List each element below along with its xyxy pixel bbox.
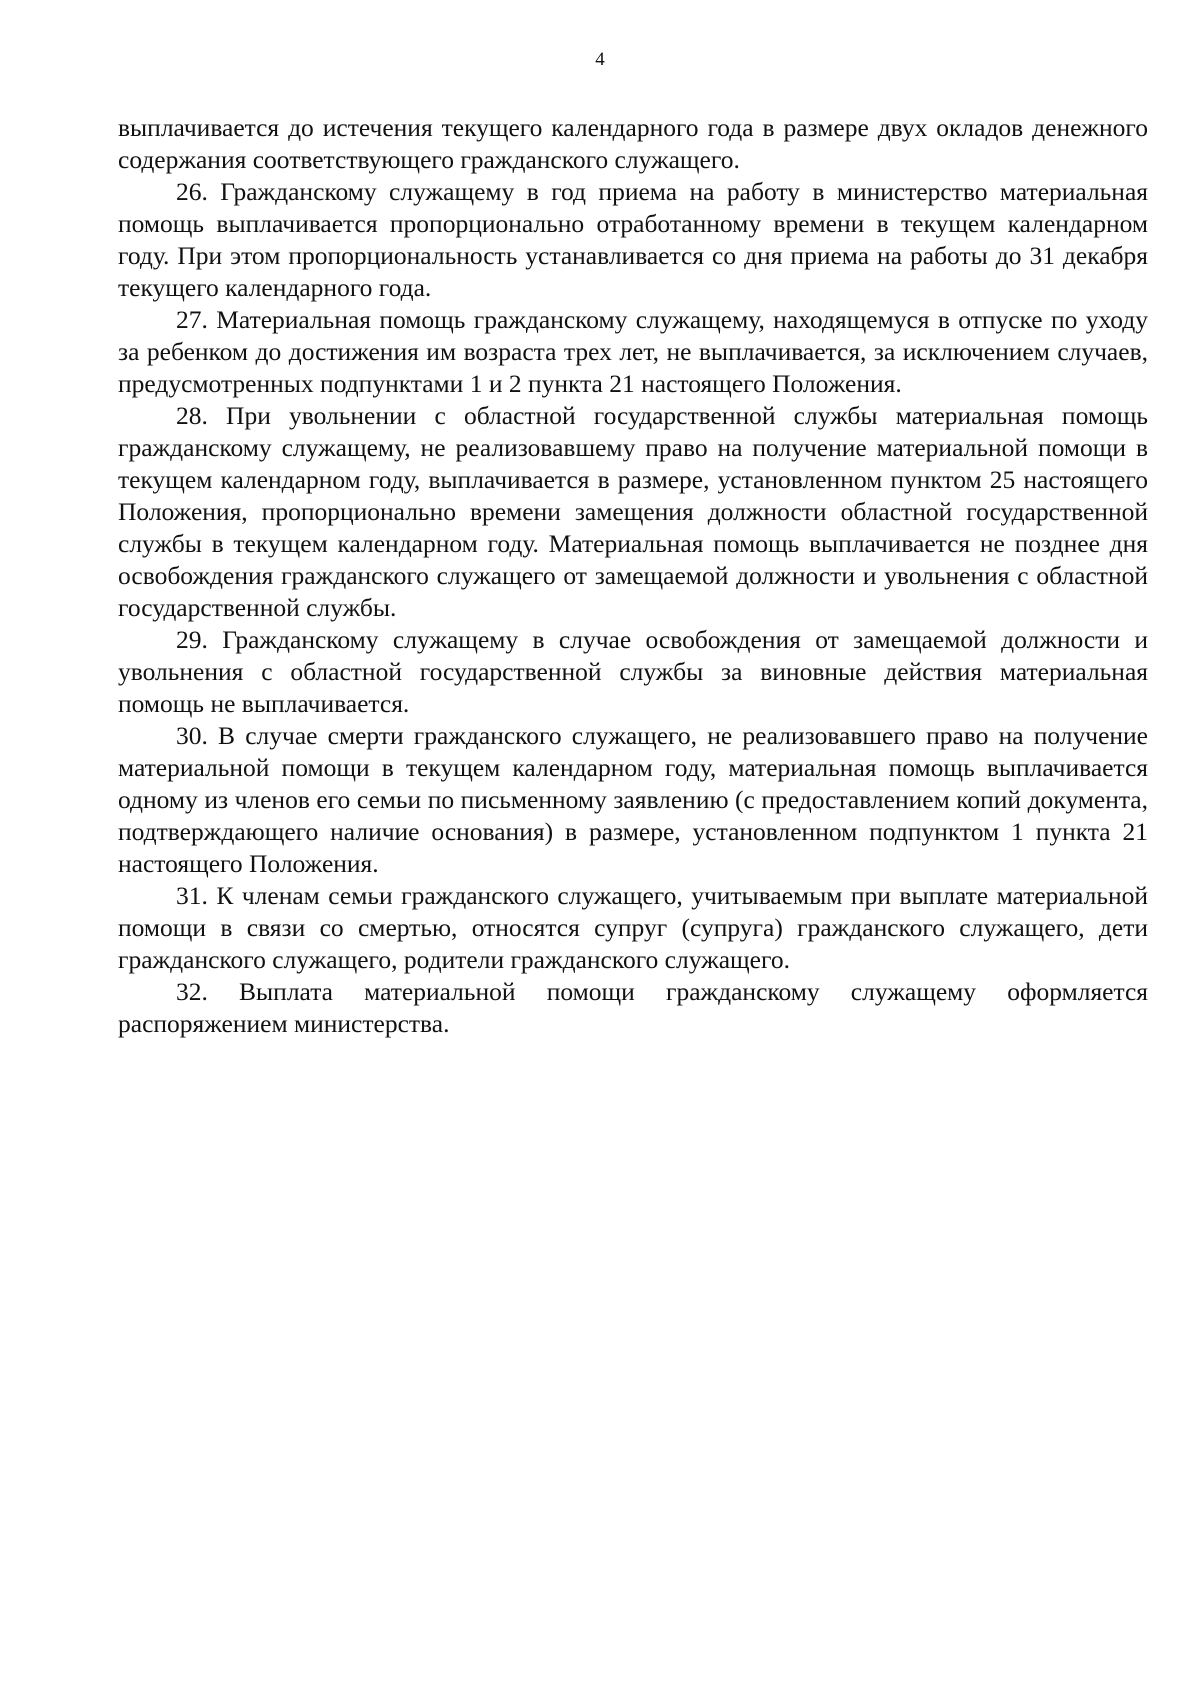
document-body — [118, 112, 1148, 1040]
paragraph-30: 30. В случае смерти гражданского служащего, не реализовавшего право на получение материальной помощи в текущем календарном году, материальная помощь выплачивается одному из членов его семьи по письменному заявлению (с предоставлением копий документа, подтверждающего наличие основания) в размере, установленном подпунктом 1 пункта 21 настоящего Положения. — [118, 721, 1148, 878]
paragraph-32: 32. Выплата материальной помощи гражданскому служащему оформляется распоряжением министерства. — [118, 977, 1148, 1038]
paragraph-continuation: выплачивается до истечения текущего календарного года в размере двух окладов денежного содержания соответствующего гражданского служащего. — [118, 113, 1148, 174]
paragraph-26: 26. Гражданскому служащему в год приема на работу в министерство материальная помощь выплачивается пропорционально отработанному времени в текущем календарном году. При этом пропорциональность устанавливается со дня приема на работы до 31 декабря текущего календарного года. — [118, 177, 1148, 302]
paragraph-28: 28. При увольнении с областной государственной службы материальная помощь гражданскому служащему, не реализовавшему право на получение материальной помощи в текущем календарном году, выплачивается в размере, установленном пунктом 25 настоящего Положения, пропорционально времени замещения должности областной государственной службы в текущем календарном году. Материальная помощь выплачивается не позднее дня освобождения гражданского служащего от замещаемой должности и увольнения с областной государственной службы. — [118, 401, 1148, 622]
paragraph-27: 27. Материальная помощь гражданскому служащему, находящемуся в отпуске по уходу за ребенком до достижения им возраста трех лет, не выплачивается, за исключением случаев, предусмотренных подпунктами 1 и 2 пункта 21 настоящего Положения. — [118, 305, 1148, 398]
paragraph-29: 29. Гражданскому служащему в случае освобождения от замещаемой должности и увольнения с областной государственной службы за виновные действия материальная помощь не выплачивается. — [118, 625, 1148, 718]
paragraph-31: 31. К членам семьи гражданского служащего, учитываемым при выплате материальной помощи в связи со смертью, относятся супруг (супруга) гражданского служащего, дети гражданского служащего, родители гражданского служащего. — [118, 881, 1148, 974]
page-number: 4 — [595, 49, 605, 70]
